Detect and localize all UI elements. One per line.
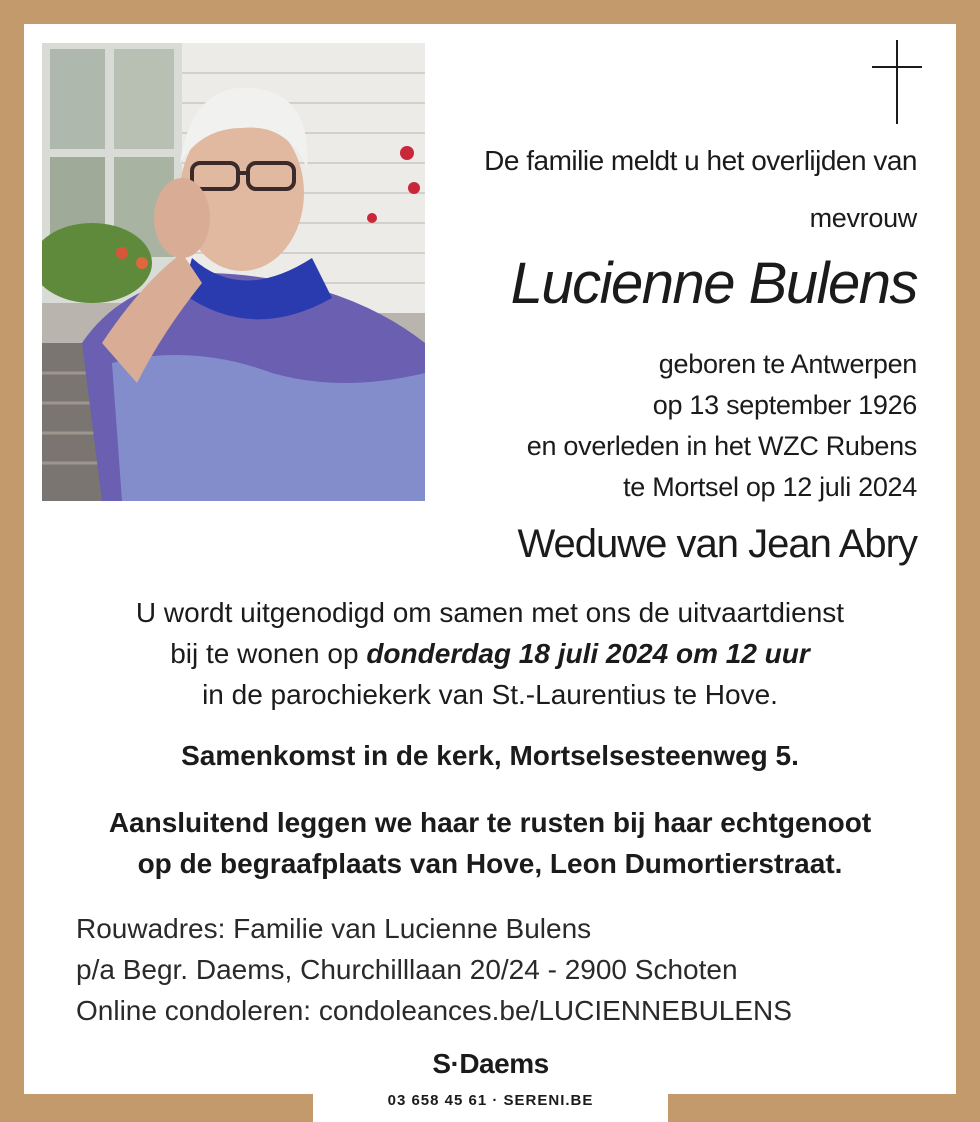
bio-line: te Mortsel op 12 juli 2024: [623, 472, 917, 502]
contact-info: 03 658 45 61 · SERENI.BE: [387, 1092, 594, 1109]
burial-line: Aansluitend leggen we haar te rusten bij haar echtgenoot: [108, 807, 872, 838]
bio-line: geboren te Antwerpen: [658, 349, 917, 379]
gathering-info: Samenkomst in de kerk, Mortselsesteenweg 5.: [181, 740, 799, 771]
funeral-invitation: [0, 592, 980, 715]
bio-line: en overleden in het WZC Rubens: [526, 431, 917, 461]
address-line: p/a Begr. Daems, Churchilllaan 20/24 - 2900 Schoten: [76, 954, 738, 985]
invitation-line: in de parochiekerk van St.-Laurentius te Hove.: [202, 679, 778, 710]
widow-of: Weduwe van Jean Abry: [517, 522, 917, 566]
burial-line: op de begraafplaats van Hove, Leon Dumortierstraat.: [137, 848, 843, 879]
burial-info: [0, 802, 980, 884]
announcement-intro: De familie meldt u het overlijden van: [484, 145, 917, 176]
invitation-line: U wordt uitgenodigd om samen met ons de uitvaartdienst: [135, 597, 845, 628]
cross-icon: [872, 40, 922, 124]
honorific: mevrouw: [809, 203, 917, 233]
address-line: Rouwadres: Familie van Lucienne Bulens: [76, 913, 592, 944]
portrait-photo: [42, 43, 425, 501]
life-dates: [527, 344, 917, 508]
bio-line: op 13 september 1926: [652, 390, 917, 420]
invitation-text: bij te wonen op: [170, 638, 367, 669]
funeral-home-footer: [313, 1030, 668, 1122]
deceased-name: Lucienne Bulens: [510, 251, 917, 316]
funeral-datetime: donderdag 18 juli 2024 om 12 uur: [366, 638, 810, 669]
mourning-address: [76, 908, 792, 1031]
daems-logo: S·Daems: [432, 1048, 549, 1079]
invitation-line: [0, 633, 980, 674]
address-line: Online condoleren: condoleances.be/LUCIENNEBULENS: [76, 995, 792, 1026]
